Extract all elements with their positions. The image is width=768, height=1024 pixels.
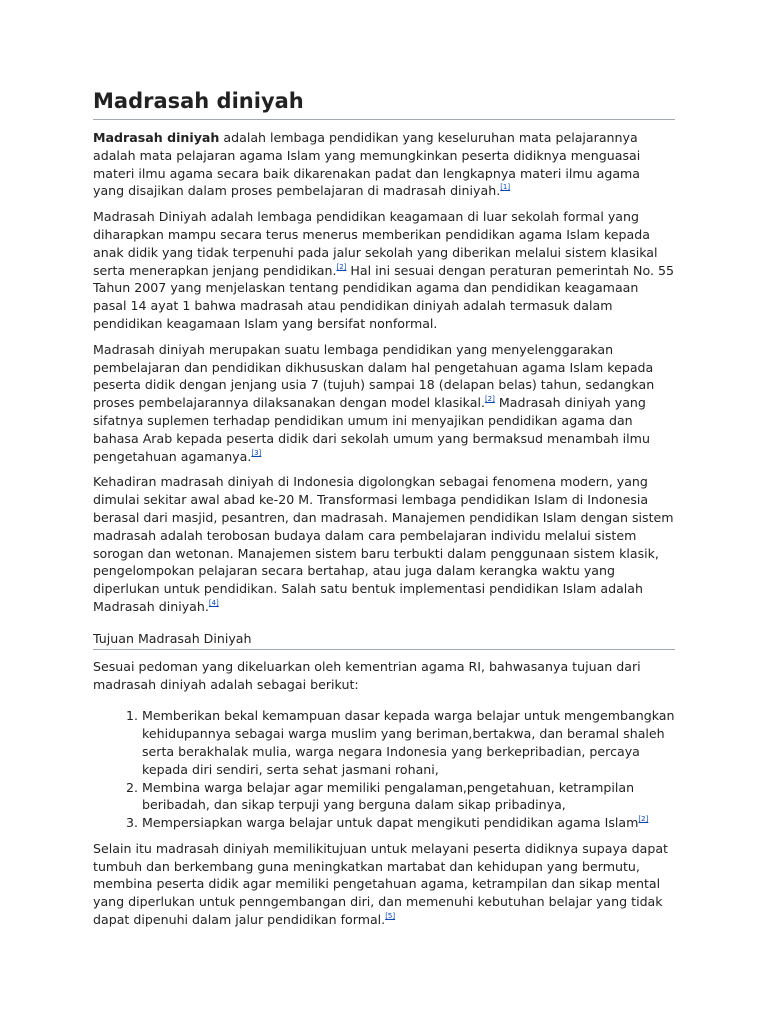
section-heading: Tujuan Madrasah Diniyah: [93, 630, 675, 650]
paragraph-text: Madrasah Diniyah adalah lembaga pendidikan keagamaan di luar sekolah formal yang diharapkan mampu secara terus menerus memberikan pendidikan agama Islam kepada anak didik yang tidak terpenuhi pada jalur sekolah yang diberikan melalui sistem klasikal serta menerapkan jenjang pendidikan.: [93, 209, 658, 278]
citation[interactable]: [209, 599, 219, 607]
article-title: Madrasah diniyah: [93, 88, 675, 120]
citation-link[interactable]: [2]: [336, 262, 347, 271]
paragraph-goals-intro: Sesuai pedoman yang dikeluarkan oleh kementrian agama RI, bahwasanya tujuan dari madrasah diniyah adalah sebagai berikut:: [93, 658, 641, 692]
citation-link[interactable]: [3]: [251, 448, 262, 457]
paragraph-text: adalah lembaga pendidikan yang keseluruhan mata pelajarannya adalah mata pelajaran agama Islam yang memungkinkan peserta didiknya menguasai materi ilmu agama secara baik dikarenakan padat dan lengkapnya materi ilmu agama yang disajikan dalam proses pembelajaran di madrasah diniyah.: [93, 130, 641, 199]
citation-link[interactable]: [2]: [638, 815, 649, 824]
list-item-text: Mempersiapkan warga belajar untuk dapat mengikuti pendidikan agama Islam: [142, 815, 639, 831]
paragraph-text: Hal ini sesuai dengan peraturan pemerintah No. 55 Tahun 2007 yang menjelaskan tentang pendidikan agama dan pendidikan keagamaan pasal 14 ayat 1 bahwa madrasah atau pendidikan diniyah adalah termasuk dalam pendidikan keagamaan Islam yang bersifat nonformal.: [93, 262, 674, 331]
citation-link[interactable]: [4]: [208, 598, 219, 607]
list-item: [142, 814, 675, 832]
citation-link[interactable]: [2]: [484, 395, 495, 404]
citation[interactable]: [251, 449, 261, 457]
citation[interactable]: [500, 183, 510, 191]
paragraph-text: Madrasah diniyah merupakan suatu lembaga pendidikan yang menyelenggarakan pembelajaran dan pendidikan dikhususkan dalam hal pengetahuan agama Islam kepada peserta didik dengan jenjang usia 7 (tujuh) sampai 18 (delapan belas) tahun, sedangkan proses pembelajarannya dilaksanakan dengan model klasikal.: [93, 341, 655, 411]
article-body: [93, 88, 675, 929]
list-item: [142, 707, 675, 778]
paragraph-history: [93, 473, 675, 615]
paragraph-definition: [93, 208, 675, 333]
paragraph-text: Madrasah diniyah yang sifatnya suplemen terhadap pendidikan umum ini menyajikan pendidikan agama dan bahasa Arab kepada peserta didik dari sekolah umum yang bermaksud menambah ilmu pengetahuan agamanya.: [93, 395, 650, 464]
citation[interactable]: [336, 263, 346, 271]
citation-link[interactable]: [1]: [500, 183, 511, 192]
paragraph-description: [93, 341, 675, 466]
citation-link[interactable]: [5]: [385, 912, 396, 921]
goals-list: [93, 707, 675, 832]
citation[interactable]: [385, 912, 395, 920]
citation[interactable]: [485, 395, 495, 403]
paragraph-additional-goals: [93, 840, 675, 929]
citation[interactable]: [638, 815, 648, 823]
paragraph-text: Kehadiran madrasah diniyah di Indonesia digolongkan sebagai fenomena modern, yang dimulai sekitar awal abad ke-20 M. Transformasi lembaga pendidikan Islam di Indonesia berasal dari masjid, pesantren, dan madrasah. Manajemen pendidikan Islam dengan sistem madrasah adalah terobosan budaya dalam cara pembelajaran individu melalui sistem sorogan dan wetonan. Manajemen sistem baru terbukti dalam penggunaan sistem klasik, pengelompokan pelajaran secara bertahap, atau juga dalam kerangka waktu yang diperlukan untuk pendidikan. Salah satu bentuk implementasi pendidikan Islam adalah Madrasah diniyah.: [93, 474, 674, 614]
paragraph-text: Selain itu madrasah diniyah memilikitujuan untuk melayani peserta didiknya supaya dapat tumbuh dan berkembang guna meningkatkan martabat dan kehidupan yang bermutu, membina peserta didik agar memiliki pengetahuan agama, ketrampilan dan sikap mental yang diperlukan untuk penngembangan diri, dan memenuhi kebutuhan belajar yang tidak dapat dipenuhi dalam jalur pendidikan formal.: [93, 840, 668, 928]
paragraph-intro: [93, 129, 675, 200]
list-item-text: Memberikan bekal kemampuan dasar kepada warga belajar untuk mengembangkan kehidupannya sebagai warga muslim yang beriman,bertakwa, dan beramal shaleh serta berakhalak mulia, warga negara Indonesia yang berkepribadian, percaya kepada diri sendiri, serta sehat jasmani rohani,: [142, 708, 675, 777]
term-bold: Madrasah diniyah: [93, 130, 220, 145]
list-item: [142, 779, 675, 815]
list-item-text: Membina warga belajar agar memiliki pengalaman,pengetahuan, ketrampilan beribadah, dan sikap terpuji yang berguna dalam sikap pribadinya,: [142, 779, 635, 813]
